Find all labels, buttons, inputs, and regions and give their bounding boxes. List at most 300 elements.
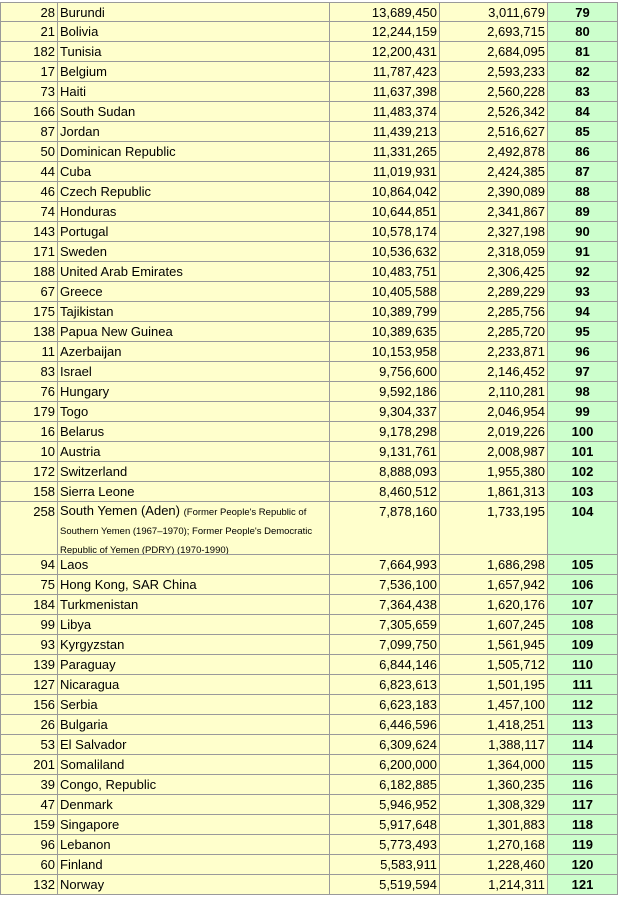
id-cell[interactable]: 156	[0, 695, 58, 714]
spreadsheet-table	[0, 2, 618, 895]
rank-cell[interactable]: 115	[548, 755, 618, 774]
id-cell[interactable]: 96	[0, 835, 58, 854]
table-row	[0, 635, 618, 655]
rank-cell[interactable]: 79	[548, 3, 618, 21]
table-row	[0, 302, 618, 322]
table-row	[0, 442, 618, 462]
value-cell[interactable]: 2,593,233	[440, 62, 548, 81]
population-cell[interactable]: 9,131,761	[330, 442, 440, 461]
country-name: Somaliland	[60, 757, 125, 772]
value-cell[interactable]: 2,008,987	[440, 442, 548, 461]
table-row	[0, 815, 618, 835]
country-name-cell[interactable]	[58, 462, 330, 481]
country-name: Libya	[60, 617, 92, 632]
population-cell[interactable]: 11,019,931	[330, 162, 440, 181]
country-name: Austria	[60, 444, 101, 459]
rank-cell[interactable]: 118	[548, 815, 618, 834]
country-name: Kyrgyzstan	[60, 637, 125, 652]
value-cell[interactable]: 1,620,176	[440, 595, 548, 614]
id-cell[interactable]: 16	[0, 422, 58, 441]
value-cell[interactable]: 2,146,452	[440, 362, 548, 381]
value-cell[interactable]: 1,418,251	[440, 715, 548, 734]
rank-cell[interactable]: 90	[548, 222, 618, 241]
rank-cell[interactable]: 113	[548, 715, 618, 734]
id-cell[interactable]: 175	[0, 302, 58, 321]
country-name-cell[interactable]	[58, 202, 330, 221]
id-cell[interactable]: 26	[0, 715, 58, 734]
id-cell[interactable]: 172	[0, 462, 58, 481]
table-row	[0, 795, 618, 815]
table-row	[0, 42, 618, 62]
population-cell[interactable]: 7,664,993	[330, 555, 440, 574]
rank-cell[interactable]: 120	[548, 855, 618, 874]
population-cell[interactable]: 7,099,750	[330, 635, 440, 654]
id-cell[interactable]: 53	[0, 735, 58, 754]
rank-cell[interactable]: 95	[548, 322, 618, 341]
country-name: Papua New Guinea	[60, 324, 173, 339]
value-cell[interactable]: 2,424,385	[440, 162, 548, 181]
rank-cell[interactable]: 93	[548, 282, 618, 301]
value-cell[interactable]: 1,457,100	[440, 695, 548, 714]
rank-cell[interactable]: 97	[548, 362, 618, 381]
id-cell[interactable]: 99	[0, 615, 58, 634]
population-cell[interactable]: 6,309,624	[330, 735, 440, 754]
value-cell[interactable]: 1,360,235	[440, 775, 548, 794]
country-name: Haiti	[60, 84, 87, 99]
id-cell[interactable]: 132	[0, 875, 58, 894]
population-cell[interactable]: 5,773,493	[330, 835, 440, 854]
population-cell[interactable]: 10,389,799	[330, 302, 440, 321]
id-cell[interactable]: 127	[0, 675, 58, 694]
value-cell[interactable]: 1,301,883	[440, 815, 548, 834]
rank-cell[interactable]: 114	[548, 735, 618, 754]
table-row	[0, 655, 618, 675]
id-cell[interactable]: 143	[0, 222, 58, 241]
population-cell[interactable]: 11,483,374	[330, 102, 440, 121]
country-name: Hong Kong, SAR China	[60, 577, 197, 592]
value-cell[interactable]: 1,501,195	[440, 675, 548, 694]
population-cell[interactable]: 7,305,659	[330, 615, 440, 634]
value-cell[interactable]: 2,327,198	[440, 222, 548, 241]
value-cell[interactable]: 1,308,329	[440, 795, 548, 814]
country-name-cell[interactable]	[58, 855, 330, 874]
value-cell[interactable]: 2,233,871	[440, 342, 548, 361]
country-name-cell[interactable]	[58, 635, 330, 654]
value-cell[interactable]: 1,955,380	[440, 462, 548, 481]
value-cell[interactable]: 2,110,281	[440, 382, 548, 401]
id-cell[interactable]: 46	[0, 182, 58, 201]
population-cell[interactable]: 7,878,160	[330, 502, 440, 554]
table-row	[0, 142, 618, 162]
table-row	[0, 62, 618, 82]
rank-cell[interactable]: 110	[548, 655, 618, 674]
id-cell[interactable]: 10	[0, 442, 58, 461]
id-cell[interactable]: 87	[0, 122, 58, 141]
value-cell[interactable]: 2,492,878	[440, 142, 548, 161]
country-name: South Yemen (Aden)	[60, 503, 180, 518]
country-name: Bulgaria	[60, 717, 108, 732]
population-cell[interactable]: 7,364,438	[330, 595, 440, 614]
value-cell[interactable]: 1,505,712	[440, 655, 548, 674]
rank-cell[interactable]: 85	[548, 122, 618, 141]
population-cell[interactable]: 7,536,100	[330, 575, 440, 594]
table-row	[0, 102, 618, 122]
table-row	[0, 322, 618, 342]
rank-cell[interactable]: 84	[548, 102, 618, 121]
population-cell[interactable]: 5,583,911	[330, 855, 440, 874]
value-cell[interactable]: 2,285,720	[440, 322, 548, 341]
rank-cell[interactable]: 81	[548, 42, 618, 61]
population-cell[interactable]: 6,823,613	[330, 675, 440, 694]
country-name-cell[interactable]	[58, 402, 330, 421]
value-cell[interactable]: 1,388,117	[440, 735, 548, 754]
value-cell[interactable]: 3,011,679	[440, 3, 548, 21]
population-cell[interactable]: 12,244,159	[330, 22, 440, 41]
country-name-cell[interactable]	[58, 482, 330, 501]
country-name: Czech Republic	[60, 184, 152, 199]
id-cell[interactable]: 21	[0, 22, 58, 41]
id-cell[interactable]: 188	[0, 262, 58, 281]
rank-cell[interactable]: 105	[548, 555, 618, 574]
value-cell[interactable]: 2,019,226	[440, 422, 548, 441]
table-row	[0, 775, 618, 795]
population-cell[interactable]: 10,483,751	[330, 262, 440, 281]
country-name: El Salvador	[60, 737, 127, 752]
rank-cell[interactable]: 101	[548, 442, 618, 461]
country-name-cell[interactable]	[58, 835, 330, 854]
rank-cell[interactable]: 82	[548, 62, 618, 81]
rank-cell[interactable]: 108	[548, 615, 618, 634]
value-cell[interactable]: 1,733,195	[440, 502, 548, 554]
id-cell[interactable]: 83	[0, 362, 58, 381]
country-name: Belgium	[60, 64, 107, 79]
rank-cell[interactable]: 87	[548, 162, 618, 181]
country-name-cell[interactable]	[58, 102, 330, 121]
country-name-cell[interactable]	[58, 302, 330, 321]
table-row	[0, 402, 618, 422]
table-row	[0, 695, 618, 715]
value-cell[interactable]: 1,607,245	[440, 615, 548, 634]
country-name-cell[interactable]	[58, 442, 330, 461]
rank-cell[interactable]: 106	[548, 575, 618, 594]
population-cell[interactable]: 12,200,431	[330, 42, 440, 61]
id-cell[interactable]: 159	[0, 815, 58, 834]
population-cell[interactable]: 8,460,512	[330, 482, 440, 501]
country-note: (Former People's Republic of Southern Yemen (1967–1970); Former People's Democratic Republic of Yemen (PDRY) (1970-1990)	[60, 507, 313, 554]
id-cell[interactable]: 50	[0, 142, 58, 161]
table-row	[0, 362, 618, 382]
id-cell[interactable]: 93	[0, 635, 58, 654]
population-cell[interactable]: 11,787,423	[330, 62, 440, 81]
rank-cell[interactable]: 102	[548, 462, 618, 481]
table-row	[0, 202, 618, 222]
table-row	[0, 555, 618, 575]
id-cell[interactable]: 94	[0, 555, 58, 574]
id-cell[interactable]: 67	[0, 282, 58, 301]
country-name-cell[interactable]	[58, 362, 330, 381]
country-name-cell[interactable]	[58, 695, 330, 714]
population-cell[interactable]: 9,756,600	[330, 362, 440, 381]
rank-cell[interactable]: 98	[548, 382, 618, 401]
country-name-cell[interactable]	[58, 222, 330, 241]
country-name: Switzerland	[60, 464, 128, 479]
country-name: Serbia	[60, 697, 98, 712]
country-name-cell[interactable]	[58, 282, 330, 301]
rank-cell[interactable]: 92	[548, 262, 618, 281]
country-name-cell[interactable]	[58, 575, 330, 594]
table-row	[0, 22, 618, 42]
country-name-cell[interactable]	[58, 342, 330, 361]
population-cell[interactable]: 10,578,174	[330, 222, 440, 241]
rank-cell[interactable]: 111	[548, 675, 618, 694]
table-row	[0, 482, 618, 502]
country-name-cell[interactable]	[58, 675, 330, 694]
id-cell[interactable]: 17	[0, 62, 58, 81]
country-name: Laos	[60, 557, 89, 572]
country-name: Hungary	[60, 384, 110, 399]
table-row	[0, 735, 618, 755]
rank-cell[interactable]: 121	[548, 875, 618, 894]
rank-cell[interactable]: 112	[548, 695, 618, 714]
rank-cell[interactable]: 83	[548, 82, 618, 101]
table-row	[0, 262, 618, 282]
country-name-cell[interactable]	[58, 735, 330, 754]
rank-cell[interactable]: 107	[548, 595, 618, 614]
rank-cell[interactable]: 91	[548, 242, 618, 261]
country-name: Greece	[60, 284, 103, 299]
value-cell[interactable]: 2,526,342	[440, 102, 548, 121]
value-cell[interactable]: 1,214,311	[440, 875, 548, 894]
table-row	[0, 162, 618, 182]
rank-cell[interactable]: 94	[548, 302, 618, 321]
population-cell[interactable]: 13,689,450	[330, 3, 440, 21]
population-cell[interactable]: 10,405,588	[330, 282, 440, 301]
population-cell[interactable]: 10,389,635	[330, 322, 440, 341]
table-row	[0, 462, 618, 482]
country-name: Belarus	[60, 424, 105, 439]
rank-cell[interactable]: 99	[548, 402, 618, 421]
value-cell[interactable]: 1,861,313	[440, 482, 548, 501]
value-cell[interactable]: 1,686,298	[440, 555, 548, 574]
id-cell[interactable]: 184	[0, 595, 58, 614]
country-name: Norway	[60, 877, 105, 892]
country-name: Sierra Leone	[60, 484, 135, 499]
value-cell[interactable]: 2,318,059	[440, 242, 548, 261]
country-name-cell[interactable]	[58, 422, 330, 441]
id-cell[interactable]: 139	[0, 655, 58, 674]
table-row	[0, 875, 618, 895]
table-row	[0, 282, 618, 302]
country-name-cell[interactable]	[58, 795, 330, 814]
id-cell[interactable]: 258	[0, 502, 58, 554]
country-name: Burundi	[60, 5, 105, 20]
country-name: Tajikistan	[60, 304, 114, 319]
country-name-cell[interactable]	[58, 262, 330, 281]
country-name-cell[interactable]	[58, 42, 330, 61]
value-cell[interactable]: 2,516,627	[440, 122, 548, 141]
value-cell[interactable]: 1,364,000	[440, 755, 548, 774]
country-name: Denmark	[60, 797, 113, 812]
country-name: Dominican Republic	[60, 144, 176, 159]
id-cell[interactable]: 138	[0, 322, 58, 341]
value-cell[interactable]: 2,341,867	[440, 202, 548, 221]
country-name-cell[interactable]	[58, 655, 330, 674]
value-cell[interactable]: 1,228,460	[440, 855, 548, 874]
value-cell[interactable]: 1,657,942	[440, 575, 548, 594]
country-name-cell[interactable]	[58, 815, 330, 834]
id-cell[interactable]: 171	[0, 242, 58, 261]
table-row	[0, 2, 618, 22]
value-cell[interactable]: 2,289,229	[440, 282, 548, 301]
population-cell[interactable]: 5,917,648	[330, 815, 440, 834]
country-name-cell[interactable]	[58, 502, 330, 554]
country-name-cell[interactable]	[58, 142, 330, 161]
rank-cell[interactable]: 116	[548, 775, 618, 794]
table-row	[0, 595, 618, 615]
id-cell[interactable]: 73	[0, 82, 58, 101]
country-name: Congo, Republic	[60, 777, 157, 792]
id-cell[interactable]: 39	[0, 775, 58, 794]
population-cell[interactable]: 11,331,265	[330, 142, 440, 161]
country-name: Lebanon	[60, 837, 111, 852]
country-name: Singapore	[60, 817, 120, 832]
country-name-cell[interactable]	[58, 62, 330, 81]
population-cell[interactable]: 6,446,596	[330, 715, 440, 734]
country-name: South Sudan	[60, 104, 136, 119]
rank-cell[interactable]: 96	[548, 342, 618, 361]
country-name-cell[interactable]	[58, 715, 330, 734]
rank-cell[interactable]: 117	[548, 795, 618, 814]
table-row	[0, 122, 618, 142]
table-row	[0, 222, 618, 242]
rank-cell[interactable]: 103	[548, 482, 618, 501]
table-row	[0, 575, 618, 595]
country-name-cell[interactable]	[58, 242, 330, 261]
population-cell[interactable]: 11,637,398	[330, 82, 440, 101]
population-cell[interactable]: 6,844,146	[330, 655, 440, 674]
table-row	[0, 342, 618, 362]
id-cell[interactable]: 76	[0, 382, 58, 401]
rank-cell[interactable]: 100	[548, 422, 618, 441]
table-row	[0, 755, 618, 775]
table-row	[0, 382, 618, 402]
table-row	[0, 182, 618, 202]
id-cell[interactable]: 75	[0, 575, 58, 594]
id-cell[interactable]: 28	[0, 3, 58, 21]
country-name-cell[interactable]	[58, 615, 330, 634]
value-cell[interactable]: 2,390,089	[440, 182, 548, 201]
id-cell[interactable]: 182	[0, 42, 58, 61]
country-name-cell[interactable]	[58, 22, 330, 41]
country-name: Israel	[60, 364, 92, 379]
country-name-cell[interactable]	[58, 382, 330, 401]
population-cell[interactable]: 10,864,042	[330, 182, 440, 201]
value-cell[interactable]: 1,561,945	[440, 635, 548, 654]
rank-cell[interactable]: 104	[548, 502, 618, 554]
country-name: Portugal	[60, 224, 109, 239]
id-cell[interactable]: 179	[0, 402, 58, 421]
table-row	[0, 242, 618, 262]
population-cell[interactable]: 8,888,093	[330, 462, 440, 481]
country-name: Paraguay	[60, 657, 116, 672]
table-row	[0, 82, 618, 102]
country-name-cell[interactable]	[58, 162, 330, 181]
population-cell[interactable]: 6,623,183	[330, 695, 440, 714]
id-cell[interactable]: 47	[0, 795, 58, 814]
country-name: Sweden	[60, 244, 107, 259]
country-name: Jordan	[60, 124, 100, 139]
country-name: Bolivia	[60, 24, 99, 39]
rank-cell[interactable]: 86	[548, 142, 618, 161]
rank-cell[interactable]: 89	[548, 202, 618, 221]
country-name: Turkmenistan	[60, 597, 139, 612]
value-cell[interactable]: 2,693,715	[440, 22, 548, 41]
table-row	[0, 855, 618, 875]
country-name-cell[interactable]	[58, 3, 330, 21]
value-cell[interactable]: 2,560,228	[440, 82, 548, 101]
country-name-cell[interactable]	[58, 775, 330, 794]
rank-cell[interactable]: 88	[548, 182, 618, 201]
country-name: Honduras	[60, 204, 117, 219]
population-cell[interactable]: 9,592,186	[330, 382, 440, 401]
rank-cell[interactable]: 119	[548, 835, 618, 854]
id-cell[interactable]: 166	[0, 102, 58, 121]
rank-cell[interactable]: 80	[548, 22, 618, 41]
country-name: Tunisia	[60, 44, 102, 59]
country-name-cell[interactable]	[58, 555, 330, 574]
value-cell[interactable]: 1,270,168	[440, 835, 548, 854]
population-cell[interactable]: 5,519,594	[330, 875, 440, 894]
country-name-cell[interactable]	[58, 182, 330, 201]
country-name-cell[interactable]	[58, 122, 330, 141]
country-name: Azerbaijan	[60, 344, 122, 359]
country-name-cell[interactable]	[58, 322, 330, 341]
country-name-cell[interactable]	[58, 82, 330, 101]
value-cell[interactable]: 2,046,954	[440, 402, 548, 421]
table-row	[0, 715, 618, 735]
population-cell[interactable]: 5,946,952	[330, 795, 440, 814]
country-name: United Arab Emirates	[60, 264, 183, 279]
id-cell[interactable]: 44	[0, 162, 58, 181]
id-cell[interactable]: 74	[0, 202, 58, 221]
country-name: Togo	[60, 404, 89, 419]
table-row	[0, 615, 618, 635]
population-cell[interactable]: 11,439,213	[330, 122, 440, 141]
country-name-cell[interactable]	[58, 755, 330, 774]
table-row	[0, 675, 618, 695]
id-cell[interactable]: 11	[0, 342, 58, 361]
population-cell[interactable]: 6,182,885	[330, 775, 440, 794]
population-cell[interactable]: 10,153,958	[330, 342, 440, 361]
country-name: Cuba	[60, 164, 92, 179]
country-name-cell[interactable]	[58, 875, 330, 894]
id-cell[interactable]: 201	[0, 755, 58, 774]
population-cell[interactable]: 9,178,298	[330, 422, 440, 441]
population-cell[interactable]: 9,304,337	[330, 402, 440, 421]
country-name: Nicaragua	[60, 677, 120, 692]
value-cell[interactable]: 2,285,756	[440, 302, 548, 321]
id-cell[interactable]: 60	[0, 855, 58, 874]
population-cell[interactable]: 6,200,000	[330, 755, 440, 774]
rank-cell[interactable]: 109	[548, 635, 618, 654]
population-cell[interactable]: 10,644,851	[330, 202, 440, 221]
value-cell[interactable]: 2,684,095	[440, 42, 548, 61]
population-cell[interactable]: 10,536,632	[330, 242, 440, 261]
value-cell[interactable]: 2,306,425	[440, 262, 548, 281]
table-row	[0, 502, 618, 555]
id-cell[interactable]: 158	[0, 482, 58, 501]
country-name-cell[interactable]	[58, 595, 330, 614]
